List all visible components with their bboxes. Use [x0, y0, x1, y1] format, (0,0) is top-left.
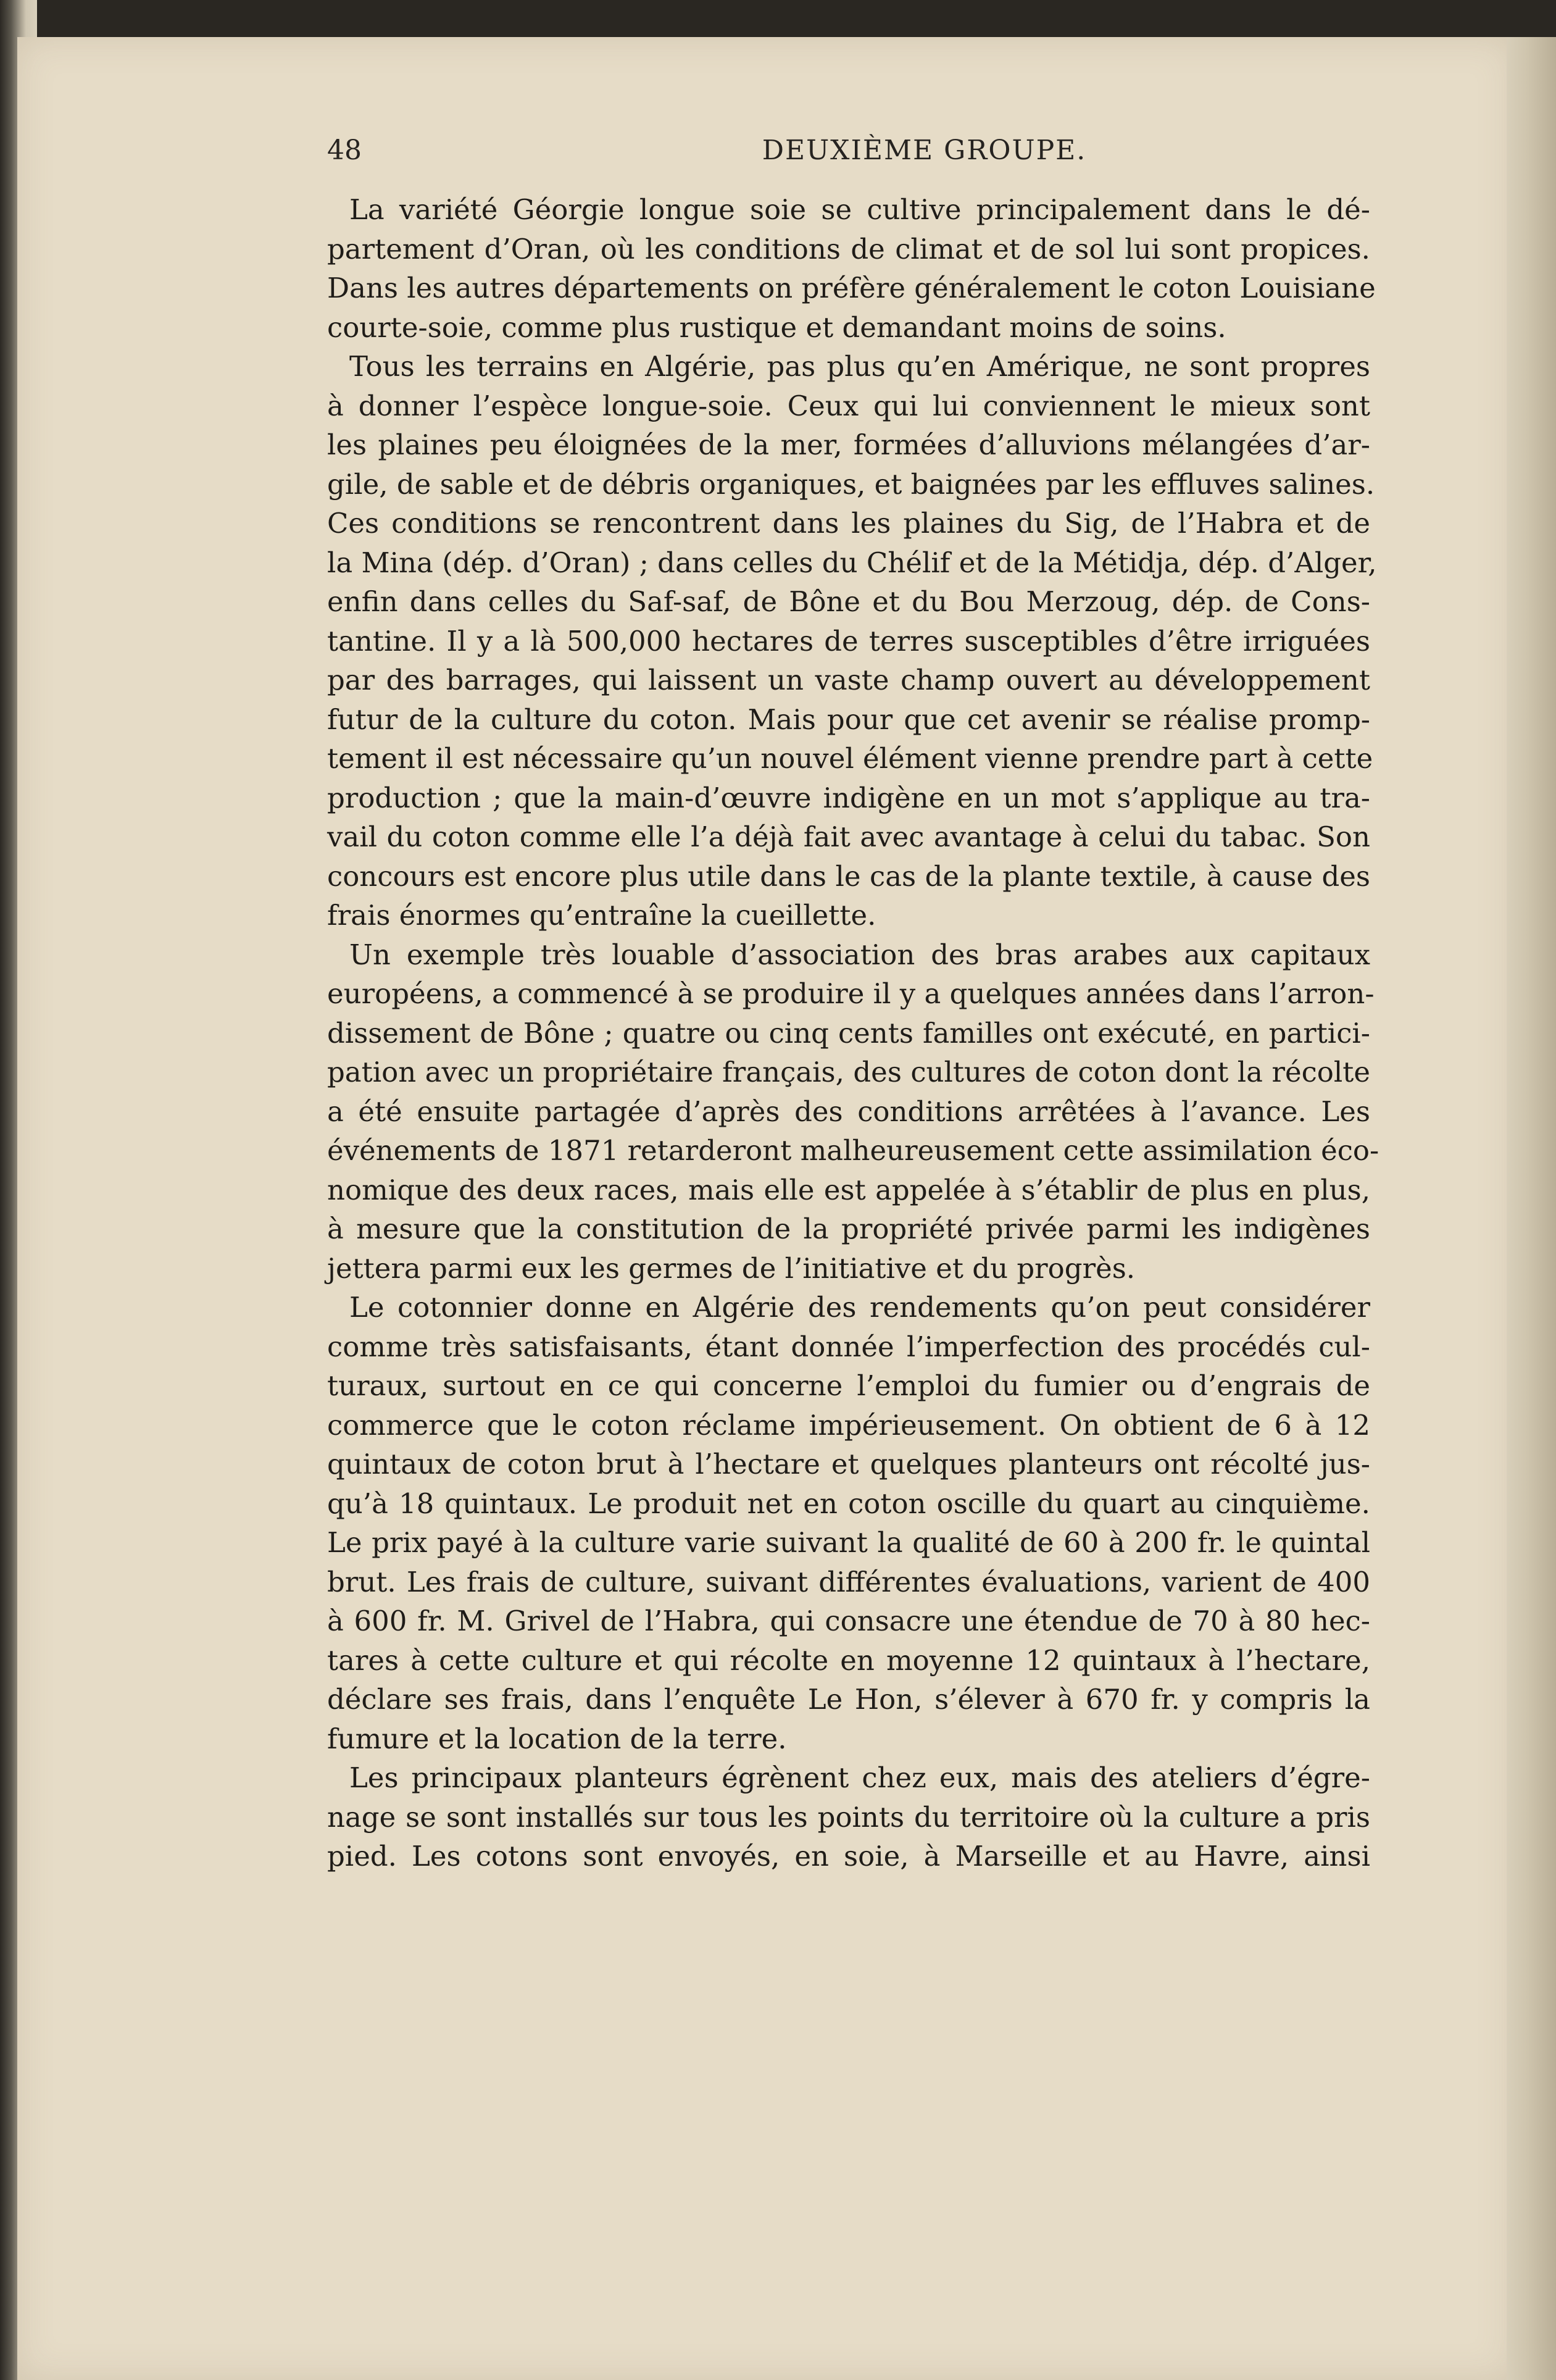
text-line: pation avec un propriétaire français, des cultures de coton dont la récolte [327, 1056, 1370, 1088]
text-line: gile, de sable et de débris organiques, et baignées par les effluves salines. [327, 467, 1375, 501]
text-line: Le prix payé à la culture varie suivant la qualité de 60 à 200 fr. le quintal [327, 1526, 1370, 1559]
text-line: Les principaux planteurs égrènent chez eux, mais des ateliers d’égre- [349, 1761, 1370, 1794]
text-line: dissement de Bône ; quatre ou cinq cents familles ont exécuté, en partici- [327, 1016, 1370, 1050]
text-line: à donner l’espèce longue-soie. Ceux qui lui conviennent le mieux sont [327, 389, 1370, 422]
text-line: futur de la culture du coton. Mais pour que cet avenir se réalise promp- [327, 703, 1370, 736]
body-text [327, 190, 1379, 1876]
text-line: nage se sont installés sur tous les points du territoire où la culture a pris [327, 1800, 1370, 1834]
text-line: concours est encore plus utile dans le cas de la plante textile, à cause des [327, 859, 1370, 893]
text-line: comme très satisfaisants, étant donnée l’imperfection des procédés cul- [327, 1330, 1370, 1363]
text-line: pied. Les cotons sont envoyés, en soie, à Marseille et au Havre, ainsi [327, 1840, 1370, 1873]
text-line: européens, a commencé à se produire il y a quelques années dans l’arron- [327, 977, 1375, 1010]
scan-top-border [0, 0, 1556, 37]
text-line: nomique des deux races, mais elle est appelée à s’établir de plus en plus, [327, 1173, 1370, 1206]
text-line: production ; que la main-d’œuvre indigène en un mot s’applique au tra- [327, 781, 1370, 814]
text-line: brut. Les frais de culture, suivant différentes évaluations, varient de 400 [327, 1565, 1370, 1598]
text-line: par des barrages, qui laissent un vaste champ ouvert au développement [327, 664, 1370, 696]
text-line: a été ensuite partagée d’après des conditions arrêtées à l’avance. Les [327, 1095, 1370, 1128]
text-line: La variété Géorgie longue soie se cultive principalement dans le dé- [349, 193, 1370, 226]
text-line: Le cotonnier donne en Algérie des rendements qu’on peut considérer [349, 1291, 1370, 1324]
text-line: qu’à 18 quintaux. Le produit net en coton oscille du quart au cinquième. [327, 1487, 1370, 1520]
page-stack-edge [1507, 37, 1556, 2380]
text-line: déclare ses frais, dans l’enquête Le Hon, s’élever à 670 fr. y compris la [327, 1683, 1370, 1716]
text-line: frais énormes qu’entraîne la cueillette. [327, 899, 876, 932]
page-number: 48 [327, 135, 362, 166]
text-line: tares à cette culture et qui récolte en moyenne 12 quintaux à l’hectare, [327, 1643, 1370, 1677]
text-line: les plaines peu éloignées de la mer, formées d’alluvions mélangées d’ar- [327, 428, 1370, 461]
text-line: fumure et la location de la terre. [327, 1722, 787, 1755]
text-line: Un exemple très louable d’association des bras arabes aux capitaux [349, 938, 1370, 971]
text-line: Ces conditions se rencontrent dans les plaines du Sig, de l’Habra et de [327, 507, 1370, 540]
text-line: partement d’Oran, où les conditions de climat et de sol lui sont propices. [327, 232, 1370, 265]
text-line: à mesure que la constitution de la propriété privée parmi les indigènes [327, 1213, 1370, 1245]
text-line: turaux, surtout en ce qui concerne l’emploi du fumier ou d’engrais de [327, 1369, 1370, 1402]
text-line: commerce que le coton réclame impérieusement. On obtient de 6 à 12 [327, 1408, 1370, 1442]
running-header [327, 135, 1521, 178]
text-line: vail du coton comme elle l’a déjà fait avec avantage à celui du tabac. Son [327, 820, 1370, 853]
text-line: enfin dans celles du Saf-saf, de Bône et du Bou Merzoug, dép. de Cons- [327, 585, 1370, 618]
text-line: Dans les autres départements on préfère généralement le coton Louisiane [327, 272, 1376, 304]
text-line: à 600 fr. M. Grivel de l’Habra, qui consacre une étendue de 70 à 80 hec- [327, 1605, 1370, 1637]
text-line: la Mina (dép. d’Oran) ; dans celles du Chélif et de la Métidja, dép. d’Alger, [327, 546, 1377, 579]
running-title: DEUXIÈME GROUPE. [762, 135, 1087, 166]
text-line: tement il est nécessaire qu’un nouvel élément vienne prendre part à cette [327, 742, 1373, 775]
text-line: événements de 1871 retarderont malheureusement cette assimilation éco- [327, 1134, 1379, 1167]
text-line: courte-soie, comme plus rustique et demandant moins de soins. [327, 311, 1226, 344]
text-line: tantine. Il y a là 500,000 hectares de terres susceptibles d’être irriguées [327, 624, 1370, 658]
text-line: jettera parmi eux les germes de l’initiative et du progrès. [327, 1251, 1136, 1285]
text-line: quintaux de coton brut à l’hectare et quelques planteurs ont récolté jus- [327, 1448, 1370, 1480]
text-line: Tous les terrains en Algérie, pas plus qu’en Amérique, ne sont propres [349, 350, 1370, 383]
